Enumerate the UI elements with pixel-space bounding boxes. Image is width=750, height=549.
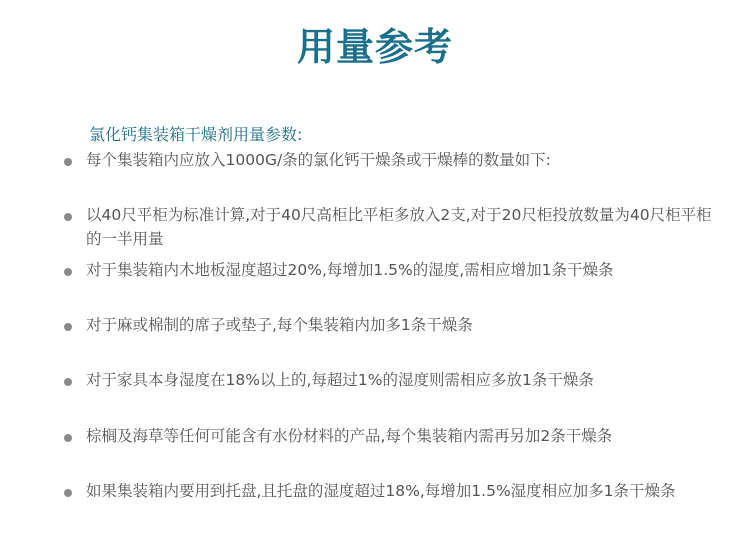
list-item-text: 以40尺平柜为标准计算,对于40尺高柜比平柜多放入2支,对于20尺柜投放数量为40尺柜平柜的一半用量 (86, 206, 712, 248)
list-item (64, 316, 724, 337)
bullet-icon (64, 378, 72, 386)
bullet-icon (64, 434, 72, 442)
bullet-icon (64, 158, 72, 166)
section-subtitle: 氯化钙集装箱干燥剂用量参数: (89, 125, 303, 144)
list-item (64, 371, 724, 392)
list-item-text: 对于集装箱内木地板湿度超过20%,每增加1.5%的湿度,需相应增加1条干燥条 (86, 261, 614, 279)
list-item (64, 206, 714, 251)
list-item-text: 每个集装箱内应放入1000G/条的氯化钙干燥条或干燥棒的数量如下: (86, 151, 551, 169)
list-item-text: 如果集装箱内要用到托盘,且托盘的湿度超过18%,每增加1.5%湿度相应加多1条干燥条 (86, 482, 676, 500)
list-item-text: 对于家具本身湿度在18%以上的,每超过1%的湿度则需相应多放1条干燥条 (86, 371, 594, 389)
list-item (64, 151, 724, 172)
list-item-text: 对于麻或棉制的席子或垫子,每个集装箱内加多1条干燥条 (86, 316, 473, 334)
bullet-icon (64, 268, 72, 276)
list-item (64, 482, 704, 503)
page-title: 用量参考 (296, 25, 453, 69)
list-item (64, 427, 734, 448)
bullet-icon (64, 489, 72, 497)
list-item (64, 261, 724, 282)
bullet-icon (64, 323, 72, 331)
list-item-text: 棕榈及海草等任何可能含有水份材料的产品,每个集装箱内需再另加2条干燥条 (86, 427, 613, 445)
bullet-icon (64, 213, 72, 221)
